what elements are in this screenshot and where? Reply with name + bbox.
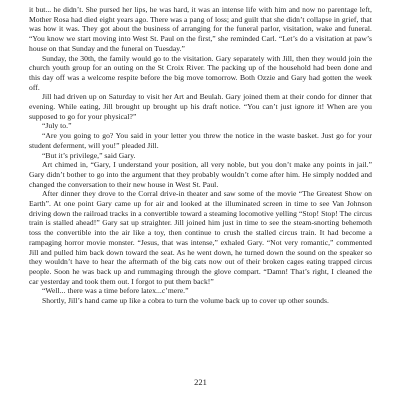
body-text xyxy=(29,5,372,306)
paragraph-6: “But it’s privilege,” said Gary. xyxy=(42,150,136,160)
paragraph-1: it but... he didn’t. She pursed her lips, he was hard, it was an intense life with him and now no parentage left, Mother Rosa had died eight years ago. There was a pang of loss; and guilt that she didn’t collapse in grief, that was how it was. They got about the business of arranging for the funeral parlor, visitation, wake and funeral. “You know we start moving into West St. Paul on the first,” she reminded Carl. “Let’s do a visitation at paw’s house on that Sunday and the funeral on Tuesday.” xyxy=(29,5,372,53)
paragraph-9: “Well... there was a time before latex...c’mere.” xyxy=(42,286,189,296)
paragraph-7: Art chimed in, “Gary, I understand your position, all very noble, but you don’t make any points in jail.” Gary didn’t bother to go into the argument that they probably wouldn’t come after him. He simply nodded and changed the conversation to their new house in West St. Paul. xyxy=(29,160,372,189)
paragraph-8: After dinner they drove to the Corral drive-in theater and saw some of the movie “The Greatest Show on Earth”. At one point Gary came up for air and looked at the illuminated screen in time to see Van Johnson driving down the railroad tracks in a convertible toward a steaming locomotive yelling “Stop! Stop! The circus train is stalled ahead!” Gary sat up straighter. Jill joined him just in time to see the steam-snorting behemoth toss the convertible into the air like a toy, then continue to crush the stalled circus train. It had become a rampaging horror movie monster. “Jesus, that was intense,” exhaled Gary. “Not very romantic,” commented Jill and pulled him back down toward the seat. As he went down, he turned down the sound on the speaker so they wouldn’t have to hear the aftermath of the big cats now out of their broken cages eating trapped circus people. Soon he was back up and rummaging through the glove compart. “Damn! That’s right, I cleaned the car yesterday and took them out. I forgot to put them back!” xyxy=(29,189,372,286)
paragraph-4: “July to.” xyxy=(42,121,72,131)
paragraph-10: Shortly, Jill’s hand came up like a cobra to turn the volume back up to cover up other sounds. xyxy=(42,296,329,306)
paragraph-2: Sunday, the 30th, the family would go to the visitation. Gary separately with Jill, then they would join the church youth group for an outing on the St Croix River. The packing up of the household had been done and this day off was a welcome respite before the big move tomorrow. Both Ozzie and Gary had gotten the week off. xyxy=(29,53,372,92)
paragraph-5: “Are you going to go? You said in your letter you threw the notice in the waste basket. Just go for your student deferment, will you!” pleaded Jill. xyxy=(29,131,372,150)
paragraph-3: Jill had driven up on Saturday to visit her Art and Beulah. Gary joined them at their condo for dinner that evening. While eating, Jill brought up brought up his draft notice. “You can’t just ignore it! When are you supposed to go for your physical?” xyxy=(29,92,372,121)
page-number: 221 xyxy=(194,377,207,387)
